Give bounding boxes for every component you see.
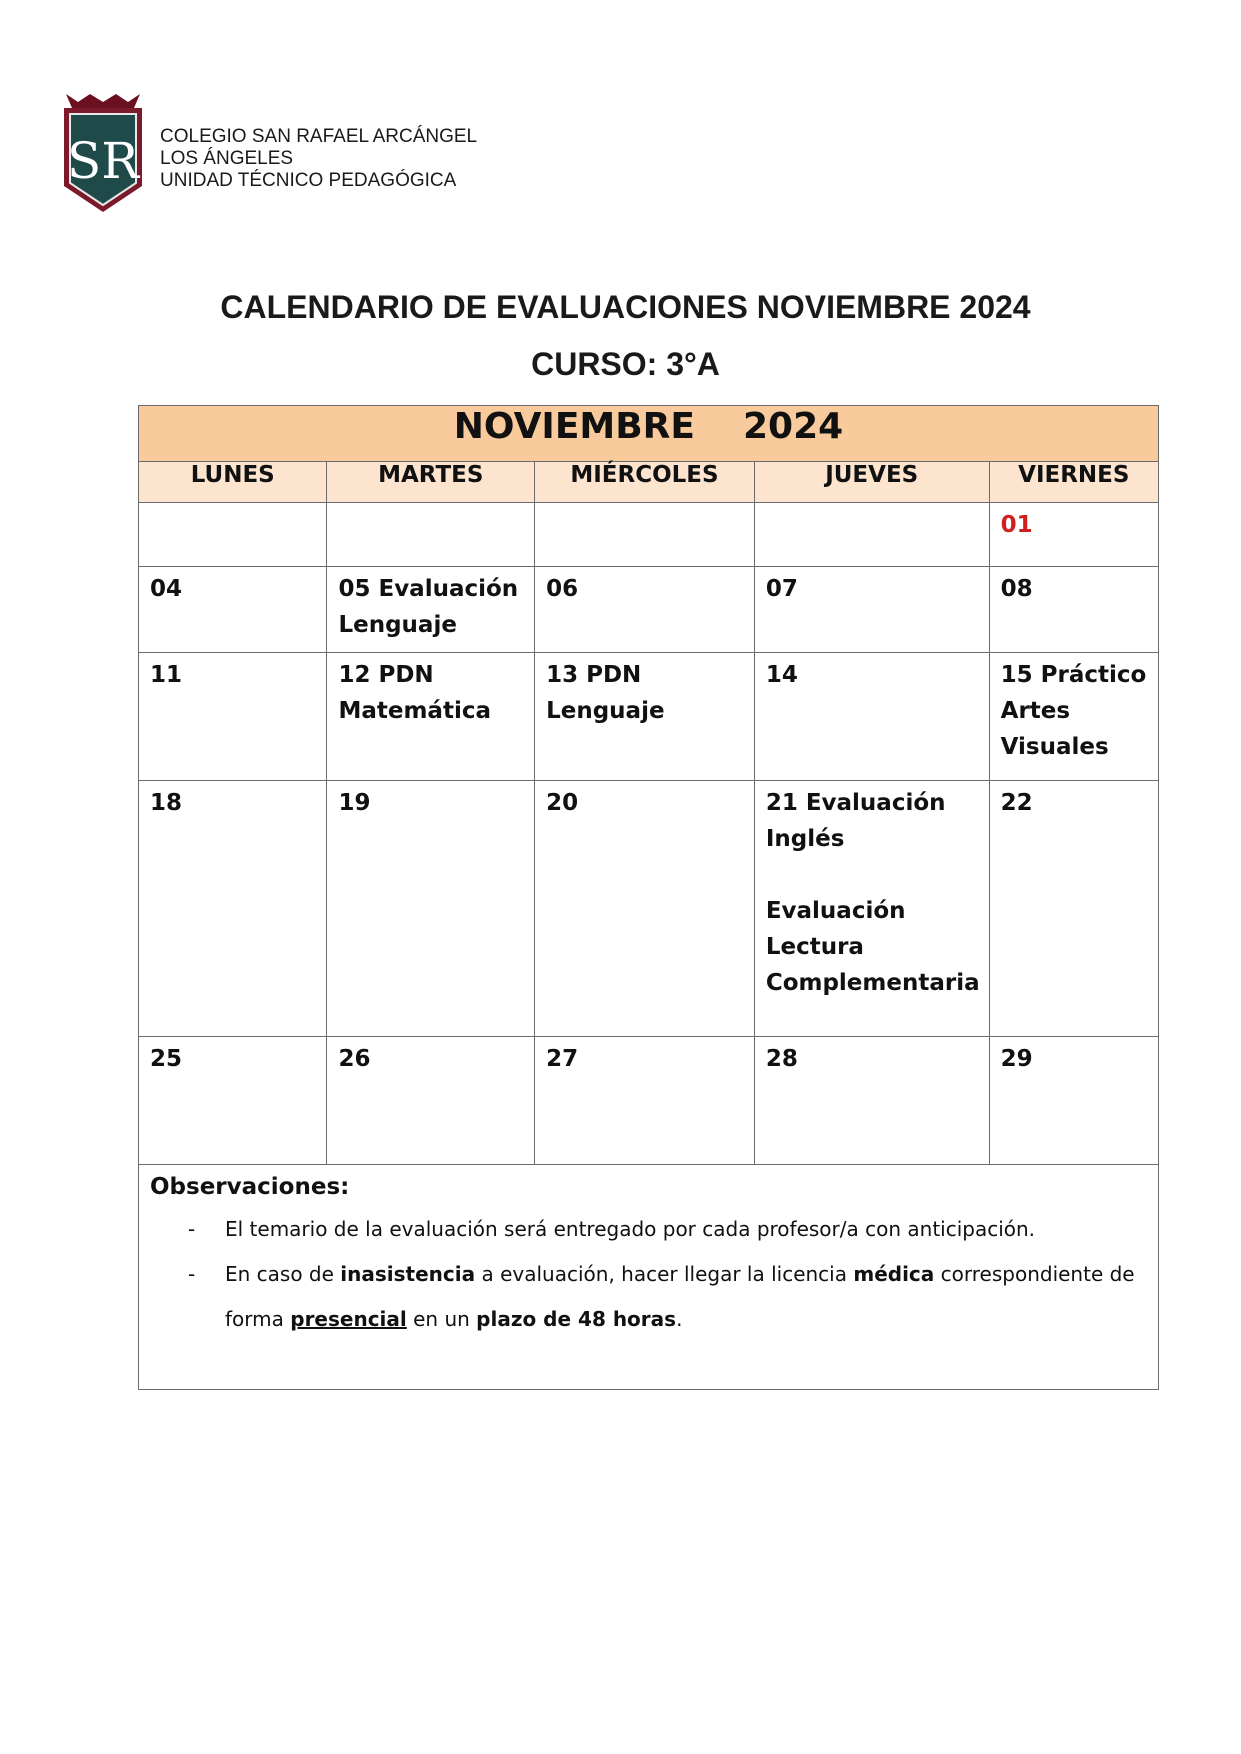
day-cell-viernes bbox=[989, 781, 1158, 1037]
school-city: LOS ÁNGELES bbox=[160, 148, 294, 169]
observation-text: El temario de la evaluación será entregado por cada profesor/a con anticipación. bbox=[225, 1217, 1036, 1241]
observation-item bbox=[150, 1252, 1147, 1342]
day-cell-jueves bbox=[754, 653, 989, 781]
calendar-week-row bbox=[139, 503, 1159, 567]
calendar-week-row bbox=[139, 567, 1159, 653]
day-cell-lunes bbox=[139, 503, 327, 567]
day-number: 11 bbox=[150, 662, 183, 688]
day-cell-viernes bbox=[989, 1037, 1158, 1165]
day-number: 25 bbox=[150, 1046, 183, 1072]
observation-item bbox=[150, 1207, 1147, 1252]
event-text: Complementaria bbox=[765, 970, 980, 996]
weekday-lunes: LUNES bbox=[139, 462, 327, 503]
calendar-week-row bbox=[139, 1037, 1159, 1165]
emphasis-presencial: presencial bbox=[290, 1307, 407, 1331]
emphasis-plazo: plazo de 48 horas bbox=[476, 1307, 677, 1331]
weekday-viernes: VIERNES bbox=[989, 462, 1158, 503]
day-cell-martes bbox=[327, 781, 535, 1037]
day-cell-lunes bbox=[139, 567, 327, 653]
calendar-month-row bbox=[139, 406, 1159, 462]
day-number: 14 bbox=[765, 662, 798, 688]
day-cell-martes bbox=[327, 567, 535, 653]
observations-box bbox=[139, 1165, 1159, 1390]
day-cell-jueves bbox=[754, 503, 989, 567]
weekday-jueves: JUEVES bbox=[754, 462, 989, 503]
day-number: 20 bbox=[546, 790, 579, 816]
day-cell-jueves bbox=[754, 1037, 989, 1165]
list-dash: - bbox=[188, 1262, 196, 1286]
page-title: CALENDARIO DE EVALUACIONES NOVIEMBRE 2024 bbox=[220, 289, 1031, 325]
event-text: Evaluación bbox=[765, 898, 906, 924]
weekday-martes: MARTES bbox=[327, 462, 535, 503]
day-number: 26 bbox=[338, 1046, 371, 1072]
day-number: 21 Evaluación bbox=[765, 790, 946, 816]
observation-text: a evaluación, hacer llegar la licencia bbox=[475, 1262, 854, 1286]
event-text: Lenguaje bbox=[338, 612, 457, 638]
day-cell-jueves bbox=[754, 567, 989, 653]
day-cell-miercoles bbox=[535, 781, 755, 1037]
school-name: COLEGIO SAN RAFAEL ARCÁNGEL bbox=[160, 126, 478, 147]
calendar-week-row bbox=[139, 653, 1159, 781]
day-number: 27 bbox=[546, 1046, 579, 1072]
day-number: 12 PDN bbox=[338, 662, 434, 688]
weekday-header-row bbox=[139, 462, 1159, 503]
day-number: 07 bbox=[765, 576, 798, 602]
day-cell-viernes bbox=[989, 567, 1158, 653]
day-number: 18 bbox=[150, 790, 183, 816]
day-number: 01 bbox=[1000, 512, 1033, 538]
observations-list bbox=[150, 1207, 1147, 1342]
calendar-weeks bbox=[139, 503, 1159, 1165]
day-cell-martes bbox=[327, 653, 535, 781]
emphasis-inasistencia: inasistencia bbox=[340, 1262, 476, 1286]
day-number: 15 Práctico bbox=[1000, 662, 1147, 688]
day-number: 28 bbox=[765, 1046, 798, 1072]
calendar-month-heading bbox=[139, 406, 1159, 462]
day-cell-lunes bbox=[139, 781, 327, 1037]
event-text: Lectura bbox=[765, 934, 864, 960]
day-cell-viernes bbox=[989, 653, 1158, 781]
list-dash: - bbox=[188, 1217, 196, 1241]
day-cell-lunes bbox=[139, 1037, 327, 1165]
day-cell-miercoles bbox=[535, 1037, 755, 1165]
event-text: Artes bbox=[1000, 698, 1071, 724]
calendar-year: 2024 bbox=[743, 406, 844, 447]
school-header bbox=[160, 126, 477, 192]
day-cell-miercoles bbox=[535, 503, 755, 567]
event-text: Lenguaje bbox=[546, 698, 665, 724]
day-cell-miercoles bbox=[535, 567, 755, 653]
weekday-miercoles: MIÉRCOLES bbox=[535, 462, 755, 503]
event-text: Visuales bbox=[1000, 734, 1109, 760]
day-number: 19 bbox=[338, 790, 371, 816]
day-number: 06 bbox=[546, 576, 579, 602]
day-number: 05 Evaluación bbox=[338, 576, 519, 602]
event-text: Matemática bbox=[338, 698, 491, 724]
day-number: 13 PDN bbox=[546, 662, 642, 688]
observation-text: correspondiente de forma bbox=[225, 1262, 1135, 1331]
event-text bbox=[766, 857, 978, 893]
day-number: 29 bbox=[1000, 1046, 1033, 1072]
day-cell-miercoles bbox=[535, 653, 755, 781]
day-cell-jueves bbox=[754, 781, 989, 1037]
calendar-table bbox=[138, 405, 1159, 1390]
day-cell-viernes bbox=[989, 503, 1158, 567]
school-crest-logo bbox=[62, 90, 144, 214]
observations-title: Observaciones: bbox=[150, 1174, 350, 1200]
observation-text: . bbox=[676, 1307, 683, 1331]
day-number: 22 bbox=[1000, 790, 1033, 816]
calendar-week-row bbox=[139, 781, 1159, 1037]
observation-text: En caso de bbox=[225, 1262, 341, 1286]
day-cell-martes bbox=[327, 503, 535, 567]
day-number: 04 bbox=[150, 576, 183, 602]
day-cell-lunes bbox=[139, 653, 327, 781]
observation-text: en un bbox=[406, 1307, 477, 1331]
emphasis-medica: médica bbox=[853, 1262, 935, 1286]
day-number: 08 bbox=[1000, 576, 1033, 602]
school-unit: UNIDAD TÉCNICO PEDAGÓGICA bbox=[160, 170, 457, 191]
svg-text:SR: SR bbox=[67, 132, 139, 190]
calendar-month: NOVIEMBRE bbox=[453, 406, 695, 447]
day-cell-martes bbox=[327, 1037, 535, 1165]
event-text: Inglés bbox=[765, 826, 845, 852]
course-label: CURSO: 3°A bbox=[531, 346, 720, 382]
